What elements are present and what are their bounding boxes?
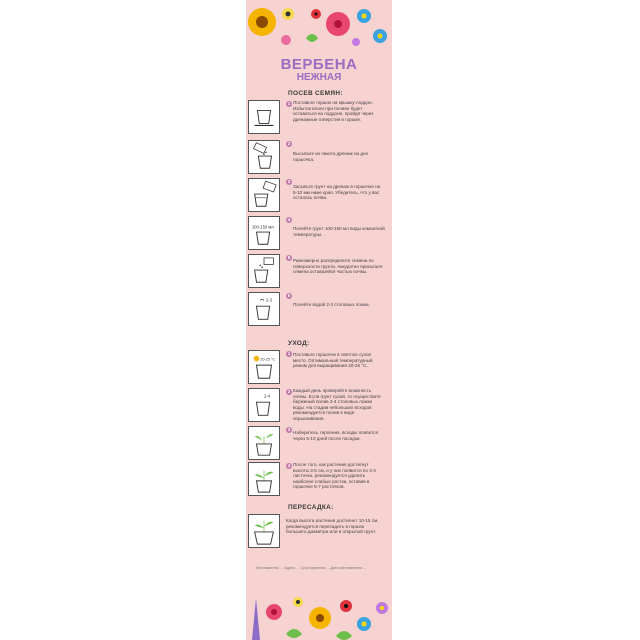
sowing-step-4 <box>246 216 392 250</box>
step-text: Засыпьте грунт на дренаж в горшочке на 5-10 мм ниже края. Убедитесь, что у вас осталась почва. <box>293 184 381 201</box>
manufacturer-info: Изготовитель: ... Адрес: ... Срок хранения ... Дата изготовления ... <box>256 566 366 570</box>
svg-text:2-4: 2-4 <box>264 393 271 399</box>
step-number: 1 <box>287 101 291 106</box>
product-title: ВЕРБЕНА <box>280 56 358 73</box>
step-number: 3 <box>287 179 291 184</box>
step-number: 4 <box>287 217 291 222</box>
pot-on-tray-icon <box>248 100 280 134</box>
step-text: Высыпьте из пакета дренаж на дно горшочка. <box>293 151 369 162</box>
step-text: Каждый день проверяйте влажность почвы. Если грунт сухой, то осуществите бережный полив 2-4 столовых ложки воды. На стадии небольших всходов рекомендуется полив в виде опрыскивания. <box>293 388 381 421</box>
transplant-icon <box>248 514 280 548</box>
svg-text:2-3: 2-3 <box>265 297 272 303</box>
sowing-step-1 <box>246 100 392 134</box>
sowing-step-6 <box>246 292 392 326</box>
svg-text:100-150 мл: 100-150 мл <box>251 224 274 230</box>
step-text: Полейте водой 2-3 столовых ложки. <box>293 302 370 307</box>
svg-text:20-25 °C: 20-25 °C <box>260 357 276 362</box>
section-transplant-heading: ПЕРЕСАДКА: <box>288 504 334 511</box>
transplant-text: Когда высота растения достигнет 10-15 см, рекомендуется пересадить в горшок большего диаметра или в открытый грунт. <box>286 518 379 535</box>
care-step-3 <box>246 426 392 460</box>
step-number: 2 <box>287 389 291 394</box>
step-number: 3 <box>287 427 291 432</box>
step-text: Поставьте горшочек в светлое сухое место. Оптимальный температурный режим для выращивания 20-25 °С. <box>293 352 373 369</box>
section-care-heading: УХОД: <box>288 340 310 347</box>
transplant-step <box>246 514 392 548</box>
step-number: 2 <box>287 141 291 146</box>
product-subtitle: НЕЖНАЯ <box>296 72 342 83</box>
sowing-step-3 <box>246 178 392 212</box>
step-text: Полейте грунт 100-150 мл воды комнатной температуры. <box>293 226 385 237</box>
watering-can-icon <box>248 216 280 250</box>
step-number: 4 <box>287 463 291 468</box>
spoon-watering-icon <box>248 292 280 326</box>
daily-watering-icon <box>248 388 280 422</box>
bottom-flowers-decoration <box>246 588 392 640</box>
soil-filling-icon <box>248 178 280 212</box>
step-number: 6 <box>287 293 291 298</box>
step-text: Поставьте горшок на крышку-поддон. Избыток влаги при поливе будет оставаться на поддоне, пройдя через дренажные отверстия в горшке. <box>293 100 374 122</box>
sprouts-icon <box>248 426 280 460</box>
drainage-pouring-icon <box>248 140 280 174</box>
top-flowers-decoration <box>246 0 392 52</box>
step-number: 1 <box>287 351 291 356</box>
sowing-step-2 <box>246 140 392 174</box>
care-step-2 <box>246 388 392 422</box>
step-number: 5 <box>287 255 291 260</box>
step-text: Равномерно распределите семена по поверхности грунта. Аккуратно присыпьте семена оставшейся частью почвы. <box>293 258 383 275</box>
care-step-4 <box>246 462 392 496</box>
step-text: После того, как растения достигнут высоты 3-5 см, и у них появится по 3-4 листочка, рекомендуется удалить наиболее слабые ростки, оставив в горшочке 5-7 росточков. <box>293 462 376 490</box>
seeds-sowing-icon <box>248 254 280 288</box>
thinning-icon <box>248 462 280 496</box>
section-sowing-heading: ПОСЕВ СЕМЯН: <box>288 90 343 97</box>
care-step-1 <box>246 350 392 384</box>
sowing-step-5 <box>246 254 392 288</box>
instruction-strip <box>246 0 392 640</box>
step-text: Наберитесь терпения, всходы появятся через 5-10 дней после посадки. <box>293 430 378 441</box>
sun-pot-icon <box>248 350 280 384</box>
